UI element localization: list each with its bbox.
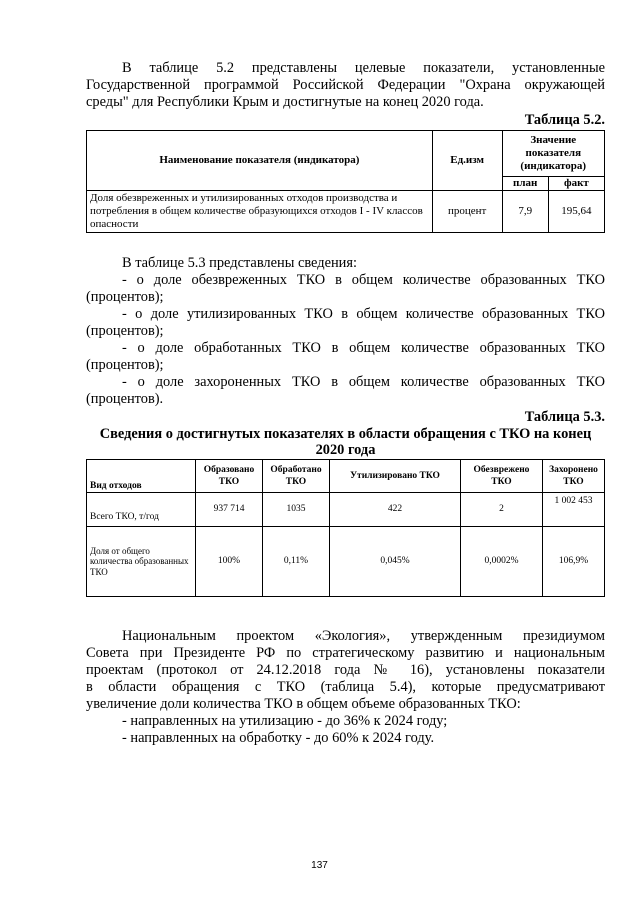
- value-cell: 422: [330, 493, 461, 527]
- text-line: Национальным проектом «Экология», утвержденным президиумом: [122, 628, 605, 644]
- bullet-item: - направленных на утилизацию - до 36% к 2024 году;: [122, 713, 448, 729]
- title-line: 2020 года: [315, 442, 376, 458]
- column-header-unit: Ед.изм: [432, 131, 502, 191]
- intro-paragraph-52: [86, 60, 605, 111]
- list-item-line: - о доле захороненных ТКО в общем количестве образованных ТКО: [122, 374, 605, 390]
- list-item-line: (процентов);: [86, 323, 164, 339]
- column-header-value: Значение показателя (индикатора): [502, 131, 604, 177]
- column-header-fact: факт: [548, 177, 604, 191]
- unit-cell: процент: [432, 191, 502, 233]
- row-label: Доля от общего количества образованных ТКО: [87, 527, 196, 597]
- list-item-line: - о доле обезвреженных ТКО в общем количестве образованных ТКО: [122, 272, 605, 288]
- list-item-line: (процентов);: [86, 289, 164, 305]
- text-line: Совета при Президенте РФ по стратегическому развитию и национальным: [86, 645, 605, 661]
- list-item-line: (процентов);: [86, 357, 164, 373]
- table-row: [87, 493, 605, 527]
- header-row: [87, 460, 605, 493]
- text-line: Государственной программой Российской Федерации "Охрана окружающей: [86, 77, 605, 93]
- plan-cell: 7,9: [502, 191, 548, 233]
- column-header-plan: план: [502, 177, 548, 191]
- value-cell: 100%: [196, 527, 263, 597]
- page-number: 137: [311, 860, 328, 871]
- table-row: [87, 527, 605, 597]
- column-header-utilized: Утилизировано ТКО: [330, 460, 461, 493]
- value-cell: 937 714: [196, 493, 263, 527]
- column-header-name: Наименование показателя (индикатора): [87, 131, 433, 191]
- table-caption-52: Таблица 5.2.: [524, 112, 605, 128]
- value-cell: 0,045%: [330, 527, 461, 597]
- value-cell: 0,0002%: [461, 527, 543, 597]
- title-line: Сведения о достигнутых показателях в области обращения с ТКО на конец: [99, 426, 592, 442]
- list-item-line: - о доле утилизированных ТКО в общем количестве образованных ТКО: [122, 306, 605, 322]
- column-header-buried: Захоронено ТКО: [543, 460, 605, 493]
- closing-paragraph: [86, 628, 605, 747]
- text-line: в области обращения с ТКО (таблица 5.4), которые предусматривают: [86, 679, 605, 695]
- value-cell: 1 002 453: [543, 493, 605, 527]
- list-item-line: - о доле обработанных ТКО в общем количестве образованных ТКО: [122, 340, 605, 356]
- text-line: В таблице 5.3 представлены сведения:: [122, 255, 357, 271]
- indicator-table-52: [86, 130, 605, 233]
- table-row: [87, 191, 605, 233]
- fact-cell: 195,64: [548, 191, 604, 233]
- value-cell: 1035: [263, 493, 330, 527]
- list-item-line: (процентов).: [86, 391, 164, 407]
- value-cell: 106,9%: [543, 527, 605, 597]
- text-line: В таблице 5.2 представлены целевые показатели, установленные: [122, 60, 605, 76]
- text-line: среды" для Республики Крым и достигнутые на конец 2020 года.: [86, 94, 484, 110]
- indicator-name-cell: Доля обезвреженных и утилизированных отходов производства и потребления в общем количестве образующихся отходов I - IV классов опасности: [87, 191, 433, 233]
- table-title-53: [86, 426, 605, 458]
- intro-paragraph-53: [86, 255, 605, 408]
- column-header-waste-type: Вид отходов: [87, 460, 196, 493]
- bullet-item: - направленных на обработку - до 60% к 2024 году.: [122, 730, 435, 746]
- text-line: увеличение доли количества ТКО в общем объеме образованных ТКО:: [86, 696, 521, 712]
- column-header-neutralized: Обезврежено ТКО: [461, 460, 543, 493]
- value-cell: 2: [461, 493, 543, 527]
- column-header-formed: Образовано ТКО: [196, 460, 263, 493]
- text-line: проектам (протокол от 24.12.2018 года № 16), установлены показатели: [86, 662, 605, 678]
- row-label: Всего ТКО, т/год: [87, 493, 196, 527]
- waste-table-53: [86, 459, 605, 597]
- column-header-processed: Обработано ТКО: [263, 460, 330, 493]
- table-caption-53: Таблица 5.3.: [524, 409, 605, 425]
- value-cell: 0,11%: [263, 527, 330, 597]
